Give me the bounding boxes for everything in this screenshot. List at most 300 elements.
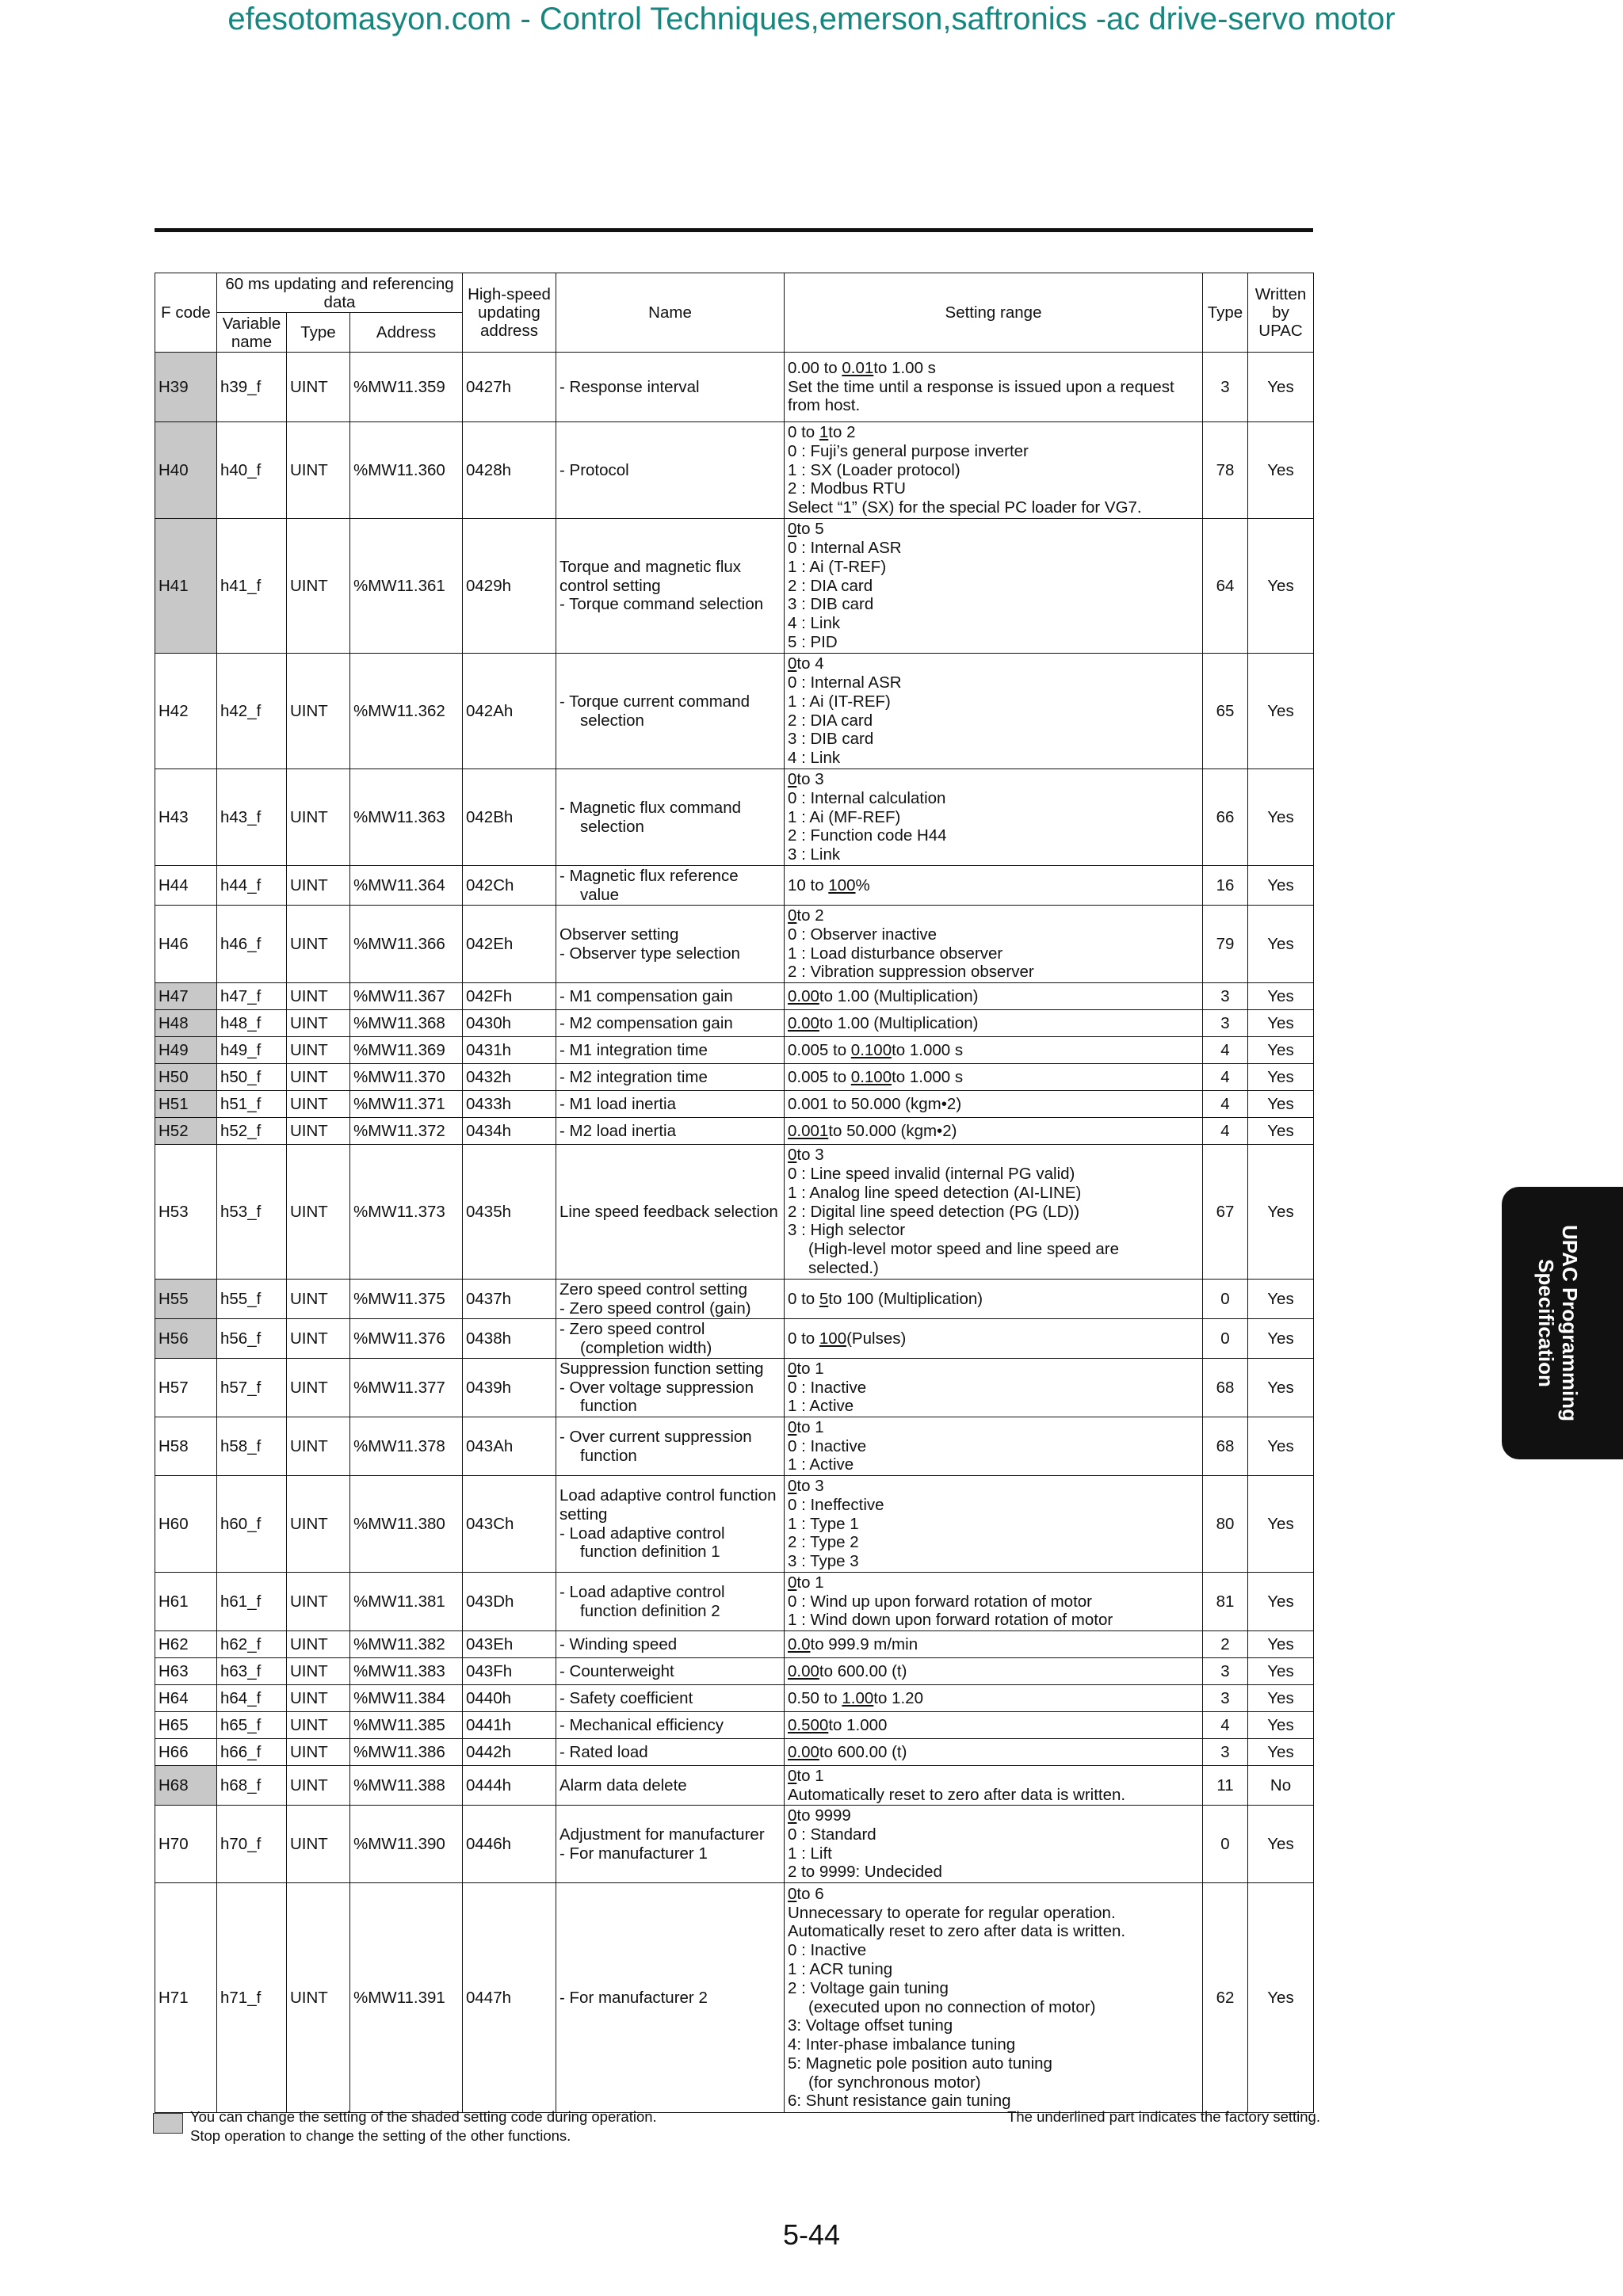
- name-line: - Safety coefficient: [559, 1688, 693, 1707]
- factory-setting-value: 0: [788, 654, 797, 673]
- data-type-cell: 3: [1203, 1685, 1248, 1712]
- range-line: [788, 1437, 1199, 1456]
- factory-setting-value: 0.001: [788, 1121, 829, 1140]
- type-cell: UINT: [287, 906, 350, 983]
- variable-name-cell: h60_f: [217, 1476, 287, 1573]
- range-line: [788, 1922, 1199, 1941]
- range-text: 0.50 to: [788, 1688, 842, 1707]
- range-text: Select “1” (SX) for the special PC loader for VG7.: [788, 498, 1142, 517]
- range-text: to 600.00 (t): [819, 1742, 907, 1761]
- range-line: [788, 1122, 1199, 1141]
- name-cell: [556, 1091, 785, 1118]
- fcode-cell: H68: [155, 1766, 217, 1806]
- setting-range-cell: [785, 1573, 1203, 1631]
- range-line: [788, 442, 1199, 461]
- factory-setting-value: 0.00: [788, 1661, 819, 1680]
- table-row: [155, 1091, 1314, 1118]
- shaded-legend-swatch: [153, 2113, 183, 2134]
- header-name: Name: [556, 273, 785, 353]
- range-text: 1 : Wind down upon forward rotation of motor: [788, 1611, 1113, 1630]
- name-line: Adjustment for manufacturer: [559, 1825, 765, 1844]
- setting-range-cell: [785, 769, 1203, 866]
- range-text: 0 : Inactive: [788, 1436, 867, 1455]
- range-line: [788, 906, 1199, 925]
- hs-address-cell: 042Eh: [463, 906, 556, 983]
- range-line: [788, 1998, 1199, 2017]
- data-type-cell: 62: [1203, 1883, 1248, 2113]
- name-line: - M1 integration time: [559, 1040, 708, 1059]
- variable-name-cell: h64_f: [217, 1685, 287, 1712]
- type-cell: UINT: [287, 1739, 350, 1766]
- type-cell: UINT: [287, 1685, 350, 1712]
- range-text: 0 : Internal ASR: [788, 539, 902, 557]
- data-type-cell: 80: [1203, 1476, 1248, 1573]
- fcode-cell: H63: [155, 1658, 217, 1685]
- name-line: Load adaptive control function setting: [559, 1486, 777, 1524]
- range-line: [788, 461, 1199, 480]
- written-by-upac-cell: Yes: [1248, 1685, 1314, 1712]
- type-cell: UINT: [287, 1280, 350, 1319]
- fcode-cell: H47: [155, 983, 217, 1010]
- variable-name-cell: h53_f: [217, 1145, 287, 1280]
- factory-setting-value: 0.500: [788, 1715, 829, 1734]
- name-cell: [556, 906, 785, 983]
- range-text: to 1: [796, 1766, 824, 1785]
- site-banner: efesotomasyon.com - Control Techniques,emerson,saftronics -ac drive-servo motor: [227, 2, 1396, 36]
- table-row: [155, 519, 1314, 654]
- shaded-legend-text: [190, 2107, 657, 2145]
- range-line: [788, 1455, 1199, 1474]
- hs-address-cell: 0427h: [463, 353, 556, 422]
- range-line: [788, 2073, 1199, 2092]
- hs-address-cell: 042Ah: [463, 654, 556, 769]
- range-text: to 3: [796, 1477, 824, 1495]
- range-text: 1 : Ai (T-REF): [788, 557, 887, 576]
- data-type-cell: 81: [1203, 1573, 1248, 1631]
- table-header: [155, 273, 1314, 353]
- range-text: 0.001 to 50.000 (kgm•2): [788, 1094, 962, 1113]
- factory-setting-value: 5: [819, 1289, 829, 1308]
- range-text: Automatically reset to zero after data is written.: [788, 1785, 1126, 1804]
- name-line: - Load adaptive control: [559, 1524, 725, 1543]
- name-line: - Magnetic flux command: [559, 798, 742, 817]
- range-line: [788, 963, 1199, 982]
- hs-address-cell: 0430h: [463, 1010, 556, 1037]
- range-line: [788, 1221, 1199, 1240]
- name-cell: [556, 1712, 785, 1739]
- fcode-cell: H56: [155, 1319, 217, 1359]
- range-text: 0 : Wind up upon forward rotation of motor: [788, 1592, 1093, 1611]
- range-text: to 100 (Multiplication): [828, 1289, 983, 1308]
- hs-address-cell: 0440h: [463, 1685, 556, 1712]
- range-line: [788, 1662, 1199, 1681]
- setting-range-cell: [785, 1631, 1203, 1658]
- range-line: [788, 987, 1199, 1006]
- type-cell: UINT: [287, 1476, 350, 1573]
- range-text: 2 to 9999: Undecided: [788, 1863, 942, 1882]
- setting-range-cell: [785, 1685, 1203, 1712]
- name-line: - M2 load inertia: [559, 1121, 676, 1140]
- header-varname: Variable name: [217, 313, 287, 353]
- table-row: [155, 1806, 1314, 1883]
- address-cell: %MW11.381: [350, 1573, 463, 1631]
- address-cell: %MW11.372: [350, 1118, 463, 1145]
- setting-range-cell: [785, 1091, 1203, 1118]
- variable-name-cell: h58_f: [217, 1417, 287, 1476]
- range-line: [788, 770, 1199, 789]
- setting-range-cell: [785, 1037, 1203, 1064]
- type-cell: UINT: [287, 1064, 350, 1091]
- range-line: [788, 1041, 1199, 1060]
- range-text: 0 : Ineffective: [788, 1495, 884, 1514]
- range-line: [788, 1552, 1199, 1571]
- range-text: to 600.00 (t): [819, 1661, 907, 1680]
- data-type-cell: 0: [1203, 1319, 1248, 1359]
- setting-range-cell: [785, 1280, 1203, 1319]
- name-line: - Torque command selection: [559, 595, 764, 614]
- variable-name-cell: h39_f: [217, 353, 287, 422]
- variable-name-cell: h50_f: [217, 1064, 287, 1091]
- range-text: (Pulses): [846, 1329, 907, 1348]
- fcode-cell: H50: [155, 1064, 217, 1091]
- address-cell: %MW11.369: [350, 1037, 463, 1064]
- factory-setting-value: 0: [788, 1477, 797, 1495]
- setting-range-cell: [785, 519, 1203, 654]
- data-type-cell: 4: [1203, 1064, 1248, 1091]
- type-cell: UINT: [287, 1319, 350, 1359]
- table-row: [155, 1573, 1314, 1631]
- address-cell: %MW11.367: [350, 983, 463, 1010]
- address-cell: %MW11.375: [350, 1280, 463, 1319]
- type-cell: UINT: [287, 1417, 350, 1476]
- setting-range-cell: [785, 1010, 1203, 1037]
- range-line: [788, 808, 1199, 827]
- range-line: [788, 1379, 1199, 1398]
- name-cell: [556, 1037, 785, 1064]
- name-line: - Zero speed control: [559, 1319, 705, 1338]
- range-text: to 2: [796, 906, 824, 925]
- fcode-cell: H40: [155, 422, 217, 519]
- type-cell: UINT: [287, 1359, 350, 1417]
- variable-name-cell: h41_f: [217, 519, 287, 654]
- type-cell: UINT: [287, 1091, 350, 1118]
- fcode-cell: H71: [155, 1883, 217, 2113]
- data-type-cell: 4: [1203, 1712, 1248, 1739]
- type-cell: UINT: [287, 983, 350, 1010]
- name-cell: [556, 519, 785, 654]
- hs-address-cell: 0437h: [463, 1280, 556, 1319]
- range-text: 0 to: [788, 1289, 819, 1308]
- factory-setting-value: 0.00: [788, 1742, 819, 1761]
- range-line: [788, 558, 1199, 577]
- name-line: - Torque current command: [559, 692, 750, 711]
- range-line: [788, 1360, 1199, 1379]
- name-cell: [556, 353, 785, 422]
- function-code-table: [155, 273, 1314, 2113]
- name-line: - Load adaptive control: [559, 1582, 725, 1601]
- data-type-cell: 3: [1203, 353, 1248, 422]
- variable-name-cell: h42_f: [217, 654, 287, 769]
- written-by-upac-cell: Yes: [1248, 1712, 1314, 1739]
- name-cell: [556, 1766, 785, 1806]
- name-line: - Winding speed: [559, 1634, 678, 1653]
- fcode-cell: H53: [155, 1145, 217, 1280]
- address-cell: %MW11.383: [350, 1658, 463, 1685]
- range-line: [788, 876, 1199, 895]
- setting-range-cell: [785, 353, 1203, 422]
- header-type: Type: [287, 313, 350, 353]
- address-cell: %MW11.380: [350, 1476, 463, 1573]
- range-line: [788, 654, 1199, 673]
- name-cell: [556, 1476, 785, 1573]
- range-text: 2 : Function code H44: [788, 826, 947, 845]
- range-text: 3: Voltage offset tuning: [788, 2016, 953, 2035]
- name-cell: [556, 1145, 785, 1280]
- factory-setting-value: 0: [788, 1884, 797, 1903]
- hs-address-cell: 043Dh: [463, 1573, 556, 1631]
- written-by-upac-cell: Yes: [1248, 1280, 1314, 1319]
- fcode-cell: H58: [155, 1417, 217, 1476]
- data-type-cell: 0: [1203, 1806, 1248, 1883]
- type-cell: UINT: [287, 1883, 350, 2113]
- range-text: 5: Magnetic pole position auto tuning: [788, 2054, 1052, 2073]
- range-line: [788, 925, 1199, 944]
- range-text: to 2: [828, 423, 856, 441]
- address-cell: %MW11.363: [350, 769, 463, 866]
- range-line: [788, 1960, 1199, 1979]
- name-cell: [556, 1658, 785, 1685]
- variable-name-cell: h40_f: [217, 422, 287, 519]
- table-row: [155, 1417, 1314, 1476]
- variable-name-cell: h52_f: [217, 1118, 287, 1145]
- fcode-cell: H61: [155, 1573, 217, 1631]
- range-line: [788, 1259, 1199, 1278]
- range-text: 1 : SX (Loader protocol): [788, 460, 960, 479]
- setting-range-cell: [785, 1064, 1203, 1091]
- name-line: - Response interval: [559, 377, 700, 396]
- name-cell: [556, 422, 785, 519]
- range-text: to 1: [796, 1417, 824, 1436]
- hs-address-cell: 0429h: [463, 519, 556, 654]
- setting-range-cell: [785, 422, 1203, 519]
- type-cell: UINT: [287, 1037, 350, 1064]
- written-by-upac-cell: Yes: [1248, 1091, 1314, 1118]
- setting-range-cell: [785, 1806, 1203, 1883]
- setting-range-cell: [785, 1417, 1203, 1476]
- name-cell: [556, 1883, 785, 2113]
- range-line: [788, 1767, 1199, 1786]
- type-cell: UINT: [287, 422, 350, 519]
- name-line: - Magnetic flux reference: [559, 866, 739, 885]
- hs-address-cell: 0439h: [463, 1359, 556, 1417]
- table-row: [155, 1658, 1314, 1685]
- setting-range-cell: [785, 866, 1203, 906]
- range-line: [788, 1184, 1199, 1203]
- table-row: [155, 1476, 1314, 1573]
- range-text: to 4: [796, 654, 824, 673]
- name-line: selection: [580, 817, 644, 836]
- range-line: [788, 1095, 1199, 1114]
- name-line: function: [580, 1446, 637, 1465]
- written-by-upac-cell: Yes: [1248, 654, 1314, 769]
- range-line: [788, 789, 1199, 808]
- address-cell: %MW11.362: [350, 654, 463, 769]
- range-line: [788, 1165, 1199, 1184]
- setting-range-cell: [785, 1145, 1203, 1280]
- factory-setting-value: 0: [788, 1417, 797, 1436]
- hs-address-cell: 0441h: [463, 1712, 556, 1739]
- name-cell: [556, 1280, 785, 1319]
- range-text: 1 : Load disturbance observer: [788, 944, 1003, 963]
- written-by-upac-cell: Yes: [1248, 1037, 1314, 1064]
- written-by-upac-cell: Yes: [1248, 1806, 1314, 1883]
- name-line: Alarm data delete: [559, 1775, 687, 1794]
- range-line: [788, 730, 1199, 749]
- range-line: [788, 423, 1199, 442]
- variable-name-cell: h65_f: [217, 1712, 287, 1739]
- factory-setting-value: 0: [788, 1359, 797, 1378]
- written-by-upac-cell: Yes: [1248, 1118, 1314, 1145]
- address-cell: %MW11.366: [350, 906, 463, 983]
- range-line: [788, 826, 1199, 845]
- range-line: [788, 2016, 1199, 2035]
- range-line: [788, 1014, 1199, 1033]
- range-text: Automatically reset to zero after data is written.: [788, 1922, 1126, 1941]
- page-number: 5-44: [782, 2218, 841, 2251]
- fcode-cell: H60: [155, 1476, 217, 1573]
- range-line: [788, 1979, 1199, 1998]
- type-cell: UINT: [287, 654, 350, 769]
- name-line: Zero speed control setting: [559, 1280, 748, 1299]
- range-line: [788, 1844, 1199, 1863]
- written-by-upac-cell: Yes: [1248, 1658, 1314, 1685]
- range-text: 2 : Vibration suppression observer: [788, 963, 1034, 982]
- name-line: function definition 1: [580, 1543, 720, 1562]
- setting-range-cell: [785, 1658, 1203, 1685]
- range-text: 0.005 to: [788, 1067, 851, 1086]
- address-cell: %MW11.370: [350, 1064, 463, 1091]
- range-text: Unnecessary to operate for regular operation.: [788, 1903, 1116, 1922]
- range-line: [788, 539, 1199, 558]
- range-line: [788, 1863, 1199, 1882]
- address-cell: %MW11.360: [350, 422, 463, 519]
- written-by-upac-cell: Yes: [1248, 1417, 1314, 1476]
- address-cell: %MW11.371: [350, 1091, 463, 1118]
- range-line: [788, 1515, 1199, 1534]
- address-cell: %MW11.377: [350, 1359, 463, 1417]
- range-text: (High-level motor speed and line speed are: [808, 1240, 1120, 1259]
- name-cell: [556, 866, 785, 906]
- data-type-cell: 0: [1203, 1280, 1248, 1319]
- range-line: [788, 1941, 1199, 1960]
- address-cell: %MW11.368: [350, 1010, 463, 1037]
- data-type-cell: 3: [1203, 983, 1248, 1010]
- address-cell: %MW11.376: [350, 1319, 463, 1359]
- range-text: 1 : Active: [788, 1397, 854, 1416]
- table-row: [155, 1359, 1314, 1417]
- written-by-upac-cell: Yes: [1248, 769, 1314, 866]
- type-cell: UINT: [287, 1806, 350, 1883]
- range-line: [788, 378, 1199, 416]
- range-line: [788, 1418, 1199, 1437]
- variable-name-cell: h55_f: [217, 1280, 287, 1319]
- range-text: 0 : Line speed invalid (internal PG valid): [788, 1165, 1075, 1183]
- data-type-cell: 16: [1203, 866, 1248, 906]
- factory-setting-value: 100: [828, 875, 856, 894]
- range-text: to 1.00 s: [873, 358, 936, 377]
- type-cell: UINT: [287, 1631, 350, 1658]
- table-row: [155, 1319, 1314, 1359]
- setting-range-cell: [785, 1712, 1203, 1739]
- data-type-cell: 11: [1203, 1766, 1248, 1806]
- range-line: [788, 498, 1199, 517]
- written-by-upac-cell: Yes: [1248, 906, 1314, 983]
- range-line: [788, 1477, 1199, 1496]
- factory-setting-value: 0: [788, 906, 797, 925]
- type-cell: UINT: [287, 866, 350, 906]
- range-line: [788, 944, 1199, 963]
- range-text: to 5: [796, 520, 824, 539]
- range-text: (for synchronous motor): [808, 2073, 981, 2092]
- factory-setting-value: 0: [788, 1146, 797, 1165]
- address-cell: %MW11.391: [350, 1883, 463, 2113]
- type-cell: UINT: [287, 1145, 350, 1280]
- header-range: Setting range: [785, 273, 1203, 353]
- written-by-upac-cell: Yes: [1248, 1573, 1314, 1631]
- range-text: 0 : Standard: [788, 1825, 876, 1844]
- fcode-cell: H51: [155, 1091, 217, 1118]
- range-text: 6: Shunt resistance gain tuning: [788, 2092, 1011, 2111]
- name-line: - M2 integration time: [559, 1067, 708, 1086]
- range-line: [788, 711, 1199, 730]
- hs-address-cell: 043Eh: [463, 1631, 556, 1658]
- address-cell: %MW11.359: [350, 353, 463, 422]
- fcode-cell: H44: [155, 866, 217, 906]
- type-cell: UINT: [287, 769, 350, 866]
- range-text: to 999.9 m/min: [810, 1634, 918, 1653]
- name-line: Torque and magnetic flux control setting: [559, 557, 742, 595]
- data-type-cell: 3: [1203, 1658, 1248, 1685]
- data-type-cell: 68: [1203, 1359, 1248, 1417]
- variable-name-cell: h68_f: [217, 1766, 287, 1806]
- range-text: to 1: [796, 1573, 824, 1592]
- fcode-cell: H64: [155, 1685, 217, 1712]
- table-row: [155, 353, 1314, 422]
- range-text: 1 : Lift: [788, 1844, 832, 1863]
- range-text: 0.00 to: [788, 358, 842, 377]
- fcode-cell: H57: [155, 1359, 217, 1417]
- range-line: [788, 1146, 1199, 1165]
- range-line: [788, 1397, 1199, 1416]
- variable-name-cell: h70_f: [217, 1806, 287, 1883]
- table-row: [155, 1037, 1314, 1064]
- type-cell: UINT: [287, 519, 350, 654]
- variable-name-cell: h66_f: [217, 1739, 287, 1766]
- range-text: 4: Inter-phase imbalance tuning: [788, 2035, 1016, 2054]
- legend-line-2: Stop operation to change the setting of the other functions.: [190, 2127, 571, 2144]
- range-text: 2 : Digital line speed detection (PG (LD)): [788, 1202, 1080, 1221]
- hs-address-cell: 0447h: [463, 1883, 556, 2113]
- fcode-cell: H66: [155, 1739, 217, 1766]
- header-fcode: F code: [155, 273, 217, 353]
- hs-address-cell: 0432h: [463, 1064, 556, 1091]
- range-line: [788, 1743, 1199, 1762]
- type-cell: UINT: [287, 1766, 350, 1806]
- address-cell: %MW11.378: [350, 1417, 463, 1476]
- name-line: - Protocol: [559, 460, 629, 479]
- written-by-upac-cell: Yes: [1248, 1631, 1314, 1658]
- factory-setting-value: 100: [819, 1329, 847, 1348]
